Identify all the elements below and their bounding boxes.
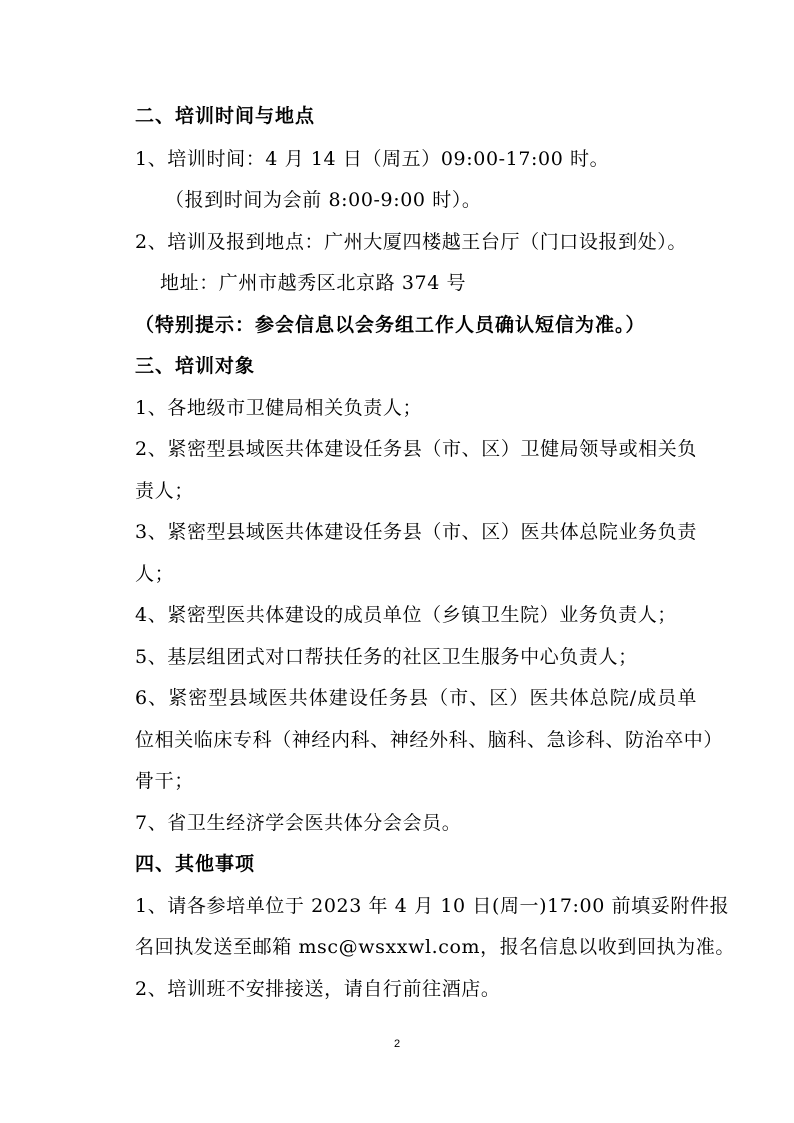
target-item-6-line-3: 骨干； — [135, 770, 194, 792]
target-item-2-line-2: 责人； — [135, 480, 194, 502]
training-location-item: 2、培训及报到地点：广州大厦四楼越王台厅（门口设报到处）。 — [135, 231, 687, 253]
target-item-2-line-1: 2、紧密型县域医共体建设任务县（市、区）卫健局领导或相关负 — [135, 438, 697, 460]
target-item-6-line-2: 位相关临床专科（神经内科、神经外科、脑科、急诊科、防治卒中） — [135, 729, 724, 751]
address-line: 地址：广州市越秀区北京路 374 号 — [160, 272, 467, 294]
target-item-3-line-2: 人； — [135, 563, 175, 585]
page-number: 2 — [393, 1038, 401, 1050]
other-item-1-line-2: 名回执发送至邮箱 msc@wsxxwl.com，报名信息以收到回执为准。 — [135, 936, 735, 958]
other-item-2: 2、培训班不安排接送，请自行前往酒店。 — [135, 978, 501, 1000]
target-item-3-line-1: 3、紧密型县域医共体建设任务县（市、区）医共体总院业务负责 — [135, 521, 697, 543]
training-time-item: 1、培训时间：4 月 14 日（周五）09:00-17:00 时。 — [135, 148, 610, 170]
section-heading-training-time-place: 二、培训时间与地点 — [135, 105, 316, 127]
other-item-1-line-1: 1、请各参培单位于 2023 年 4 月 10 日(周一)17:00 前填妥附件报 — [135, 895, 730, 917]
special-notice: （特别提示：参会信息以会务组工作人员确认短信为准。） — [135, 314, 646, 336]
section-heading-training-targets: 三、培训对象 — [135, 355, 256, 377]
target-item-4: 4、紧密型医共体建设的成员单位（乡镇卫生院）业务负责人； — [135, 604, 677, 626]
target-item-6-line-1: 6、紧密型县域医共体建设任务县（市、区）医共体总院/成员单 — [135, 687, 697, 709]
target-item-5: 5、基层组团式对口帮扶任务的社区卫生服务中心负责人； — [135, 646, 638, 668]
check-in-time-note: （报到时间为会前 8:00-9:00 时）。 — [165, 189, 482, 211]
target-item-7: 7、省卫生经济学会医共体分会会员。 — [135, 812, 462, 834]
section-heading-other-matters: 四、其他事项 — [135, 853, 256, 875]
target-item-1: 1、各地级市卫健局相关负责人； — [135, 397, 423, 419]
